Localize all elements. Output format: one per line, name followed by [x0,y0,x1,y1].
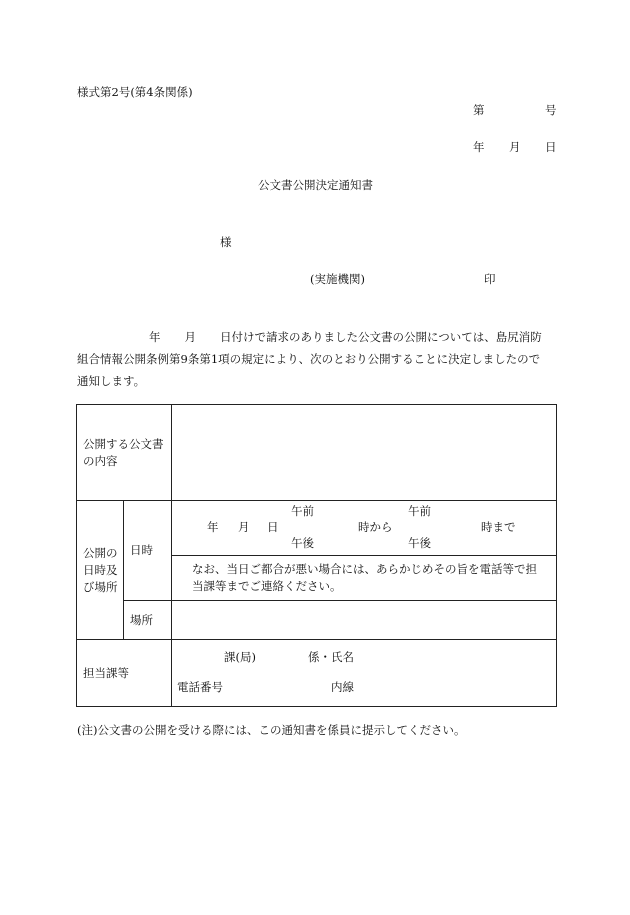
dt-month: 月 [238,520,250,534]
issuer-label: (実施機関) [310,272,365,286]
place-row [77,601,557,640]
date-year: 年 [473,140,485,154]
body-line1-text: 日付けで請求のありました公文書の公開については、島尻消防 [220,330,542,344]
body-year: 年 [149,330,161,344]
datetime-label: 日時 [124,501,172,601]
body-paragraph [77,326,557,392]
datetime-place-group-label: 公開の日時及び場所 [77,501,124,640]
dt-from: 時から [358,520,393,534]
dt-pm-start: 午後 [291,536,314,550]
contact-row [77,640,557,707]
addressee-suffix: 様 [220,235,232,249]
datetime-value-cell [172,501,557,556]
place-value-cell [172,601,557,640]
contact-section: 課(局) [224,650,256,664]
contact-staff: 係・氏名 [308,650,354,664]
disclosure-table [76,404,557,707]
contact-phone: 電話番号 [177,680,223,694]
body-month: 月 [184,330,196,344]
dt-pm-end: 午後 [408,536,431,550]
contact-label: 担当課等 [77,640,172,707]
doc-number-suffix: 号 [545,103,557,117]
datetime-row [77,501,557,556]
dt-until: 時まで [481,520,516,534]
body-line-3: 通知します。 [77,374,146,388]
dt-am-end: 午前 [408,504,431,518]
body-line-2: 組合情報公開条例第9条第1項の規定により、次のとおり公開することに決定しましたので [77,352,541,366]
content-row [77,405,557,501]
form-label: 様式第2号(第4条関係) [77,85,193,99]
footnote: (注)公文書の公開を受ける際には、この通知書を係員に提示してください。 [77,723,466,737]
contact-value-cell [172,640,557,707]
document-title: 公文書公開決定通知書 [258,178,373,192]
seal-mark: 印 [484,272,496,286]
body-line-1 [77,326,557,348]
dt-am-start: 午前 [291,504,314,518]
date-month: 月 [509,140,521,154]
date-day: 日 [545,140,557,154]
contact-extension: 内線 [331,680,354,694]
place-label: 場所 [124,601,172,640]
datetime-note: なお、当日ご都合が悪い場合には、あらかじめその旨を電話等で担当課等までご連絡ください。 [172,556,557,601]
content-value-cell [172,405,557,501]
content-label: 公開する公文書の内容 [77,405,172,501]
doc-number-prefix: 第 [473,103,485,117]
dt-day: 日 [267,520,279,534]
dt-year: 年 [207,520,219,534]
